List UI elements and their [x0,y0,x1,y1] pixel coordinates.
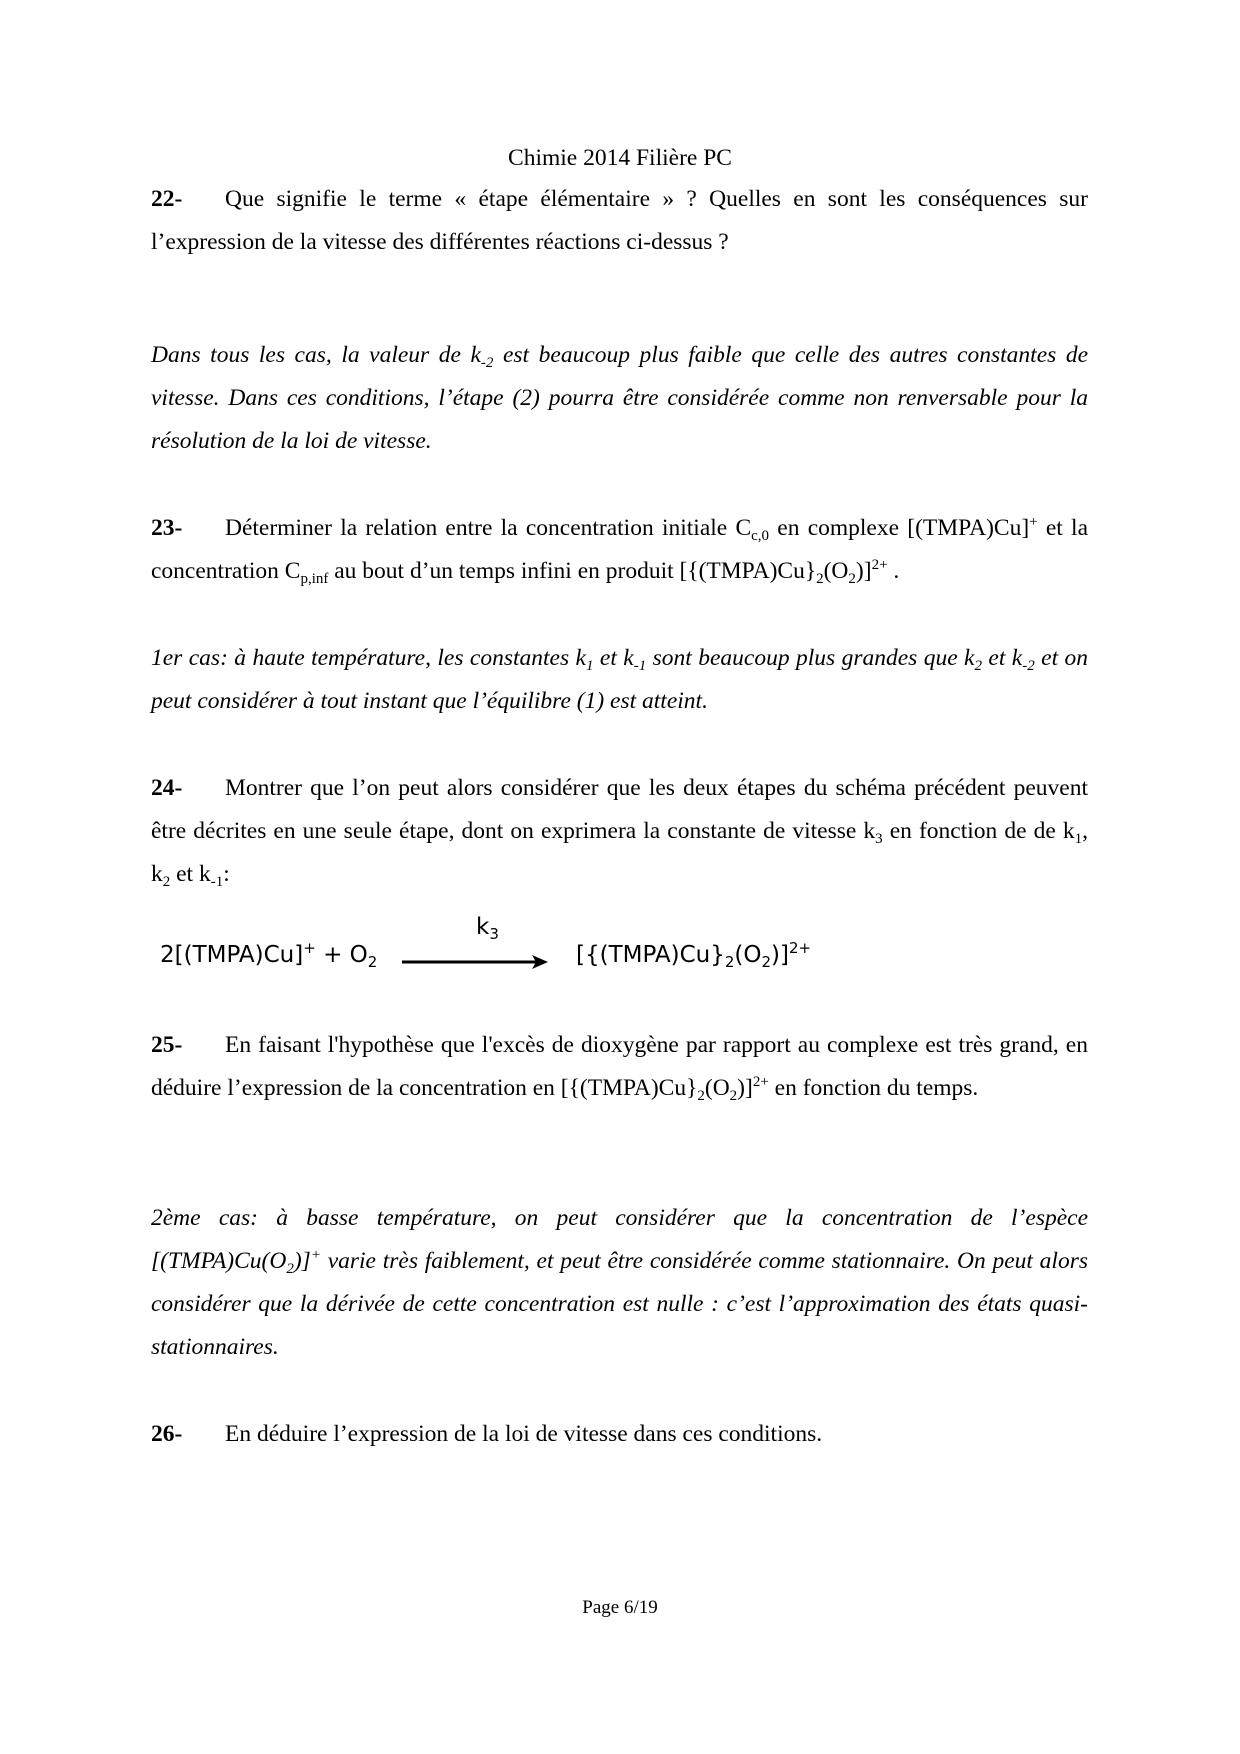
page-number: Page 6/19 [582,1597,658,1618]
question-text: Que signifie le terme « étape élémentaire » ? Quelles en sont les conséquences sur l’expression de la vitesse des différentes réactions ci-dessus ? [151,186,1088,255]
question-text: En déduire l’expression de la loi de vitesse dans ces conditions. [225,1421,823,1447]
text: en complexe [(TMPA)Cu] [769,515,1030,541]
rate-constant-label [476,914,499,943]
superscript: + [1029,514,1038,530]
question-number: 23- [151,515,183,541]
question-number: 26- [151,1421,183,1447]
text: En faisant l'hypothèse que l'excès de dioxygène par rapport au complexe est très grand, en déduire l’expression de la concentration en [{(TMPA)Cu} [151,1032,1088,1101]
question-25 [151,1024,1088,1110]
text: Montrer que l’on peut alors considérer que les deux étapes du schéma précédent peuvent être décrites en une seule étape, dont on exprimera la constante de vitesse k [151,775,1088,844]
question-22 [151,178,1088,264]
text: 2[(TMPA)Cu] [160,942,304,968]
subscript: -1 [210,874,224,890]
subscript: 1 [1074,831,1083,847]
text: )] [771,942,789,968]
subscript: 3 [489,925,499,943]
subscript: 1 [585,658,594,674]
page-header: Chimie 2014 Filière PC [508,145,732,171]
text: en fonction du temps. [768,1075,979,1101]
text: varie très faiblement, et peut être considérée comme stationnaire. On peut alors considérer que la dérivée de cette concentration est nulle : c’est l’approximation des états quasi-stationnaires. [151,1248,1088,1360]
reaction-reactants [160,939,378,971]
subscript: -1 [633,658,647,674]
text: et la concentration C [151,515,1088,584]
text: )] [855,558,872,584]
superscript: 2+ [752,1074,769,1090]
text: et k [593,645,634,671]
text: [{(TMPA)Cu} [576,942,725,968]
text: et on peut considérer à tout instant que l’équilibre (1) est atteint. [151,645,1089,714]
note-paragraph-1 [151,334,1088,463]
text: 2ème cas: à basse température, on peut considérer que la concentration de l’espèce [(TMPA)Cu(O [151,1205,1088,1274]
superscript: + [303,939,316,957]
text: Déterminer la relation entre la concentration initiale C [225,515,752,541]
reaction-product [576,939,812,971]
subscript: 2 [367,953,378,971]
superscript: + [310,1247,321,1263]
question-number: 24- [151,775,183,801]
text: est beaucoup plus faible que celle des autres constantes de vitesse. Dans ces conditions, l’étape (2) pourra être considérée comme non renversable pour la résolution de la loi de vitesse. [151,342,1089,454]
question-number: 25- [151,1032,183,1058]
note-paragraph-2 [151,637,1088,723]
reaction-equation [160,914,860,1000]
text: et k [982,645,1023,671]
text: 1er cas: à haute température, les constantes k [151,645,586,671]
subscript: 2 [729,1088,738,1104]
subscript: -2 [480,355,494,371]
text: )] [293,1248,311,1274]
text: (O [823,558,849,584]
question-24 [151,767,1088,896]
subscript: 2 [974,658,982,674]
text: )] [737,1075,753,1101]
subscript: 2 [162,874,171,890]
subscript: 2 [286,1261,294,1277]
reaction-arrow-icon [400,952,550,972]
text: (O [734,942,762,968]
subscript: -2 [1022,658,1035,674]
text: . [887,558,900,584]
superscript: 2+ [871,557,888,573]
text: + O [315,942,368,968]
text: sont beaucoup plus grandes que k [646,645,975,671]
text: k [476,914,490,940]
subscript: 2 [816,571,824,587]
text: au bout d’un temps infini en produit [{(TMPA)Cu} [328,558,817,584]
subscript: 2 [697,1088,705,1104]
question-number: 22- [151,186,183,212]
subscript: 2 [724,953,735,971]
subscript: p,inf [300,571,329,587]
subscript: 3 [875,831,883,847]
question-23 [151,507,1088,593]
subscript: 2 [848,571,856,587]
superscript: 2+ [788,939,812,957]
text: , k [151,818,1088,887]
text: et k [170,861,211,887]
text: : [223,861,230,887]
text: Dans tous les cas, la valeur de k [151,342,481,368]
subscript: 2 [761,953,772,971]
subscript: c,0 [751,528,770,544]
text: (O [704,1075,730,1101]
question-26 [151,1413,1088,1456]
text: en fonction de de k [882,818,1075,844]
note-paragraph-3 [151,1197,1088,1369]
